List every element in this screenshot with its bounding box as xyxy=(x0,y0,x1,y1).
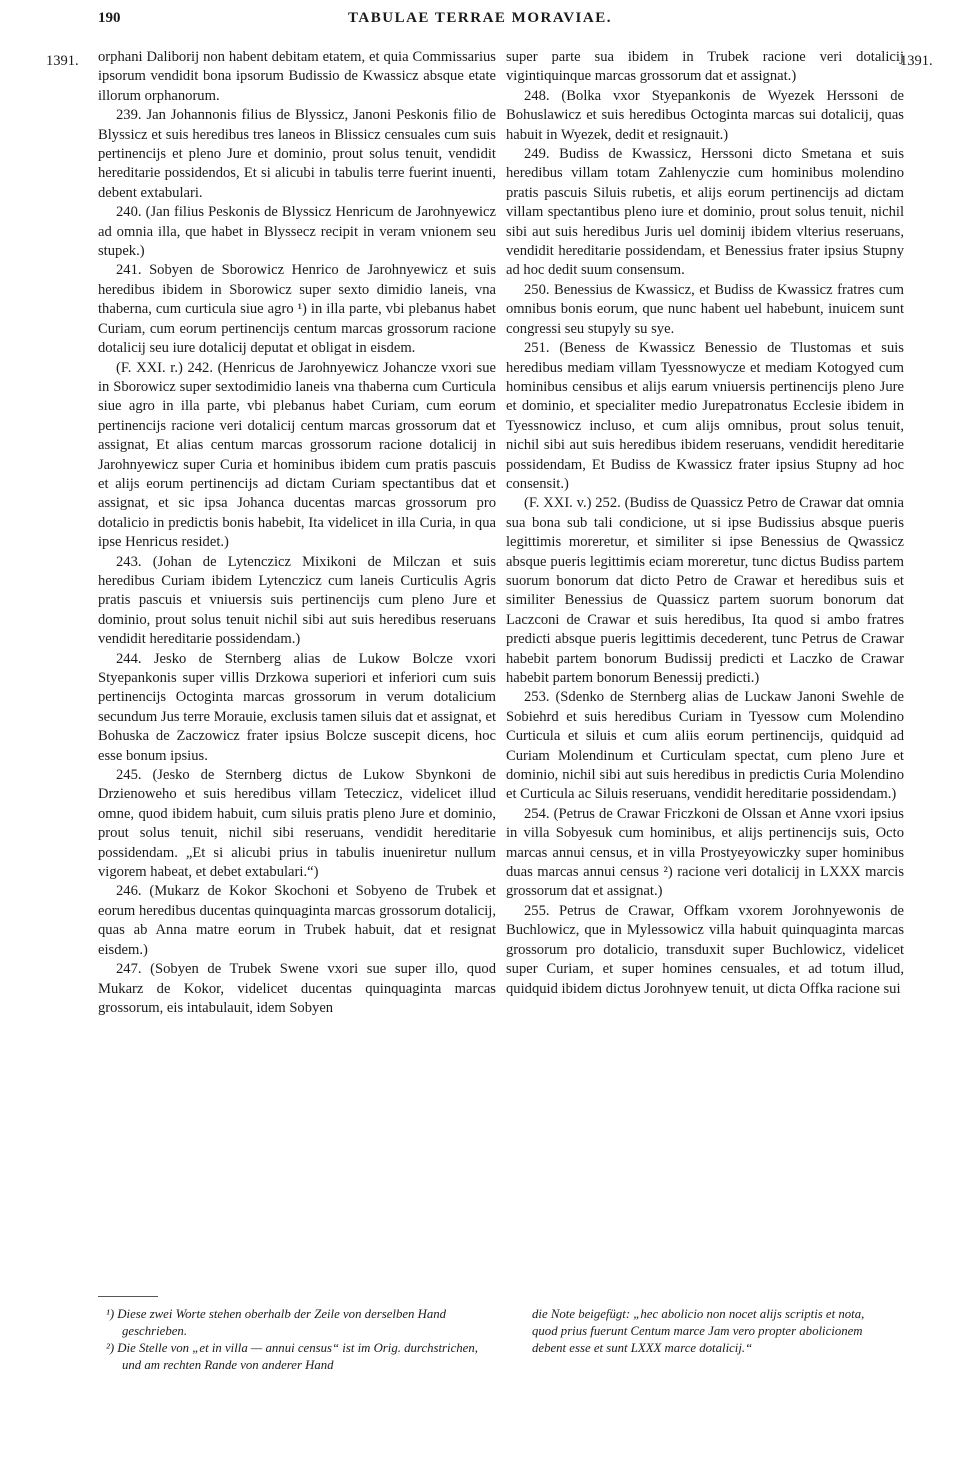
running-title: TABULAE TERRAE MORAVIAE. xyxy=(348,10,612,26)
text-paragraph: super parte sua ibidem in Trubek racione veri dotalicij vigintiquinque marcas grossorum dat et assignat.) xyxy=(506,49,904,85)
footnote: ¹) Diese zwei Worte stehen oberhalb der Zeile von derselben Hand geschrieben. xyxy=(106,1307,447,1338)
footnote: ²) Die Stelle von „et in villa — annui census“ ist im Orig. durchstrichen, und am rechten Rande von anderer Hand xyxy=(106,1341,478,1372)
year-marker-left: 1391. xyxy=(46,53,79,69)
text-paragraph: 254. (Petrus de Crawar Friczkoni de Olssan et Anne vxori ipsius in villa Sobyesuk cum hominibus, et alijs pertinencijs suis, Octo marcas annui census, et in villa Prostyeyowiczky super hominibus duas marcas annui census ²) racione veri dotalicij in LXXX marcis grossorum dat et assignat.) xyxy=(506,805,904,900)
left-text-column xyxy=(98,48,496,1018)
footnotes-left xyxy=(98,1306,488,1374)
footnote-separator xyxy=(98,1296,158,1297)
text-paragraph: 244. Jesko de Sternberg alias de Lukow Bolcze vxori Styepankonis super villis Drzkowa superiori et inferiori cum suis pertinencijs Octoginta marcas grossorum in verum dotalicium secundum Jus terre Morauie, exclusis tamen siluis dat et assignat, et Bohuska de Zaczowicz frater ipsius Bolcze suscepit dicens, hoc esse bonum ipsius. xyxy=(98,650,496,764)
text-paragraph: 246. (Mukarz de Kokor Skochoni et Sobyeno de Trubek et eorum heredibus ducentas quinquaginta marcas grossorum dotalicij, quas ab Anna matre eorum in Trubek habuit, dat et resignat eisdem.) xyxy=(98,883,496,958)
text-paragraph: 251. (Beness de Kwassicz Benessio de Tlustomas et suis heredibus mediam villam Tyessnowycze et mediam Kotogyed cum hominibus censibus et alijs earum vniuersis pertinencijs pleno Jure et dominio, et specialiter medio Jurepatronatus Ecclesie ibidem in Tyessnowicz incluso, et cum alijs omnibus, prout solus tenuit, nichil sibi aut suis heredibus ibidem reseruans, vendidit hereditarie possidendam, Et Budiss de Kwassicz frater ipsius Stupny ad hoc consensit.) xyxy=(506,340,904,492)
right-text-column xyxy=(506,48,904,999)
text-paragraph: 247. (Sobyen de Trubek Swene vxori sue super illo, quod Mukarz de Kokor, videlicet ducentas quinquaginta marcas grossorum, eis intabulauit, idem Sobyen xyxy=(98,961,496,1016)
text-paragraph: 253. (Sdenko de Sternberg alias de Luckaw Janoni Swehle de Sobiehrd et suis heredibus Curiam in Tyessow cum Molendino Curticula et siluis et cum aliis eorum pertinencijs, quidquid ad Curiam Molendinum et Curticulam spectat, cum pleno Jure et dominio, nichil sibi aut suis heredibus in predictis Curia Molendino et Curticula ac Siluis reseruans, vendidit hereditarie possidendam.) xyxy=(506,689,904,803)
text-paragraph: 255. Petrus de Crawar, Offkam vxorem Jorohnyewonis de Buchlowicz, que in Mylessowicz villa habuit quinquaginta marcas grossorum pro dotalicio, transduxit super Buchlowicz, videlicet super Curiam, et super homines censuales, et ad totum illud, quidquid ibidem dictus Jorohnyew tenuit, ut dicta Offka racione sui xyxy=(506,902,904,997)
text-paragraph: 249. Budiss de Kwassicz, Herssoni dicto Smetana et suis heredibus villam totam Zahlenyczie cum hominibus molendino pratis pascuis Siluis rubetis, et alijs eorum pertinencijs ad dictam villam spectantibus pleno iure et dominio, prout solus tenuit, nichil sibi aut suis heredibus Juris uel dominij ibidem vlterius reseruans, vendidit hereditarie possidendam, et Benessius frater ipsius Stupny ad hoc dedit suum consensum. xyxy=(506,146,904,279)
text-paragraph: (F. XXI. r.) 242. (Henricus de Jarohnyewicz Johancze vxori sue in Sborowicz super sextodimidio laneis vna thaberna cum Curticula siue agro in illa parte, vbi plebanus habet Curiam, cum eorum pertinencijs racione veri dotalicij centum marcas grossorum dat et assignat, Et alias centum marcas grossorum racione dotalicij in Jarohnyewicz super Curia et hominibus ibidem cum pratis pascuis et alijs eorum pertinencijs ad dictam Curiam spectantibus dat et assignat, et sic ipsa Johanca ducentas marcas grossorum pro dotalicio in predictis bonis habebit, Ita videlicet in illa Curia, in qua ipse Henricus residet.) xyxy=(98,359,496,551)
text-paragraph: 245. (Jesko de Sternberg dictus de Lukow Sbynkoni de Drzienoweho et suis heredibus villam Teteczicz, videlicet illud omne, quod ibidem habuit, cum siluis pratis pleno Jure et dominio, prout solus tenuit, nichil sibi reseruans, vendidit hereditarie possidendam. „Et si alicubi prius in tabulis inueniretur nullum vigorem habeat, et debet extabulari.“) xyxy=(98,767,496,881)
footnote: die Note beigefügt: „hec abolicio non nocet alijs scriptis et nota, quod prius fuerunt Centum marce Jam vero propter abolicionem debent esse et sunt LXXX marce dotalicij.“ xyxy=(532,1307,865,1355)
footnotes-right xyxy=(532,1306,892,1357)
year-marker-right: 1391. xyxy=(900,53,933,69)
page-number: 190 xyxy=(98,10,121,26)
running-head xyxy=(0,8,960,32)
text-paragraph: 241. Sobyen de Sborowicz Henrico de Jarohnyewicz et suis heredibus ibidem in Sborowicz super sexto dimidio laneis, vna thaberna, cum curticula siue agro ¹) in illa parte, vbi plebanus habet Curiam, cum eorum pertinencijs centum marcas grossorum racione dotalicij seu iure dotalicij deputat et obligat in eisdem. xyxy=(98,262,496,357)
text-paragraph: 240. (Jan filius Peskonis de Blyssicz Henricum de Jarohnyewicz ad omnia illa, que habet in Blyssecz recipit in veram vnionem seu stupek.) xyxy=(98,204,496,260)
text-paragraph: orphani Daliborij non habent debitam etatem, et quia Commissarius ipsorum vendidit bona ipsorum Budissio de Kwassicz absque etate illorum orphanorum. xyxy=(98,49,496,104)
text-paragraph: 243. (Johan de Lytenczicz Mixikoni de Milczan et suis heredibus Curiam ibidem Lytenczicz cum laneis Curticulis Agris pratis pascuis et vniuersis suis pertinencijs cum pleno Jure et dominio, prout solus tenuit nichil sibi aut suis heredibus reseruans vendidit hereditarie possidendam.) xyxy=(98,553,496,648)
text-paragraph: 248. (Bolka vxor Styepankonis de Wyezek Herssoni de Bohuslawicz et suis heredibus Octoginta marcas sui dotalicij, quas habuit in Wyezek, dedit et resignauit.) xyxy=(506,87,904,143)
text-paragraph: (F. XXI. v.) 252. (Budiss de Quassicz Petro de Crawar dat omnia sua bona sub tali condicione, ut si ipse Budissius absque pueris legittimis moreretur, et similiter si ipse Benessius de Qwassicz absque pueris legittimis eciam moreretur, tunc dictus Budiss partem suorum bonorum dat dicto Petro de Crawar et heredibus suis et similiter Benessius de Quassicz partem suorum bonorum dat Laczconi de Crawar et suis heredibus, Ita quod si ambo fratres predicti absque pueris legittimis decederent, tunc Petrus de Crawar habebit partem bonorum Budissij predicti et Laczko de Crawar habebit partem bonorum Benessij predicti.) xyxy=(506,495,904,686)
text-paragraph: 239. Jan Johannonis filius de Blyssicz, Janoni Peskonis filio de Blyssicz et suis heredibus tres laneos in Blissicz censuales cum suis pertinencijs et pleno Jure et dominio, prout solus tenuit, vendidit hereditarie possidendos, Et si alicubi in tabulis terre fuerint inuenti, debent extabulari. xyxy=(98,107,496,201)
text-paragraph: 250. Benessius de Kwassicz, et Budiss de Kwassicz fratres cum omnibus bonis eorum, que nunc habent uel habebunt, inuicem sunt congressi seu stupyly su sye. xyxy=(506,281,904,337)
